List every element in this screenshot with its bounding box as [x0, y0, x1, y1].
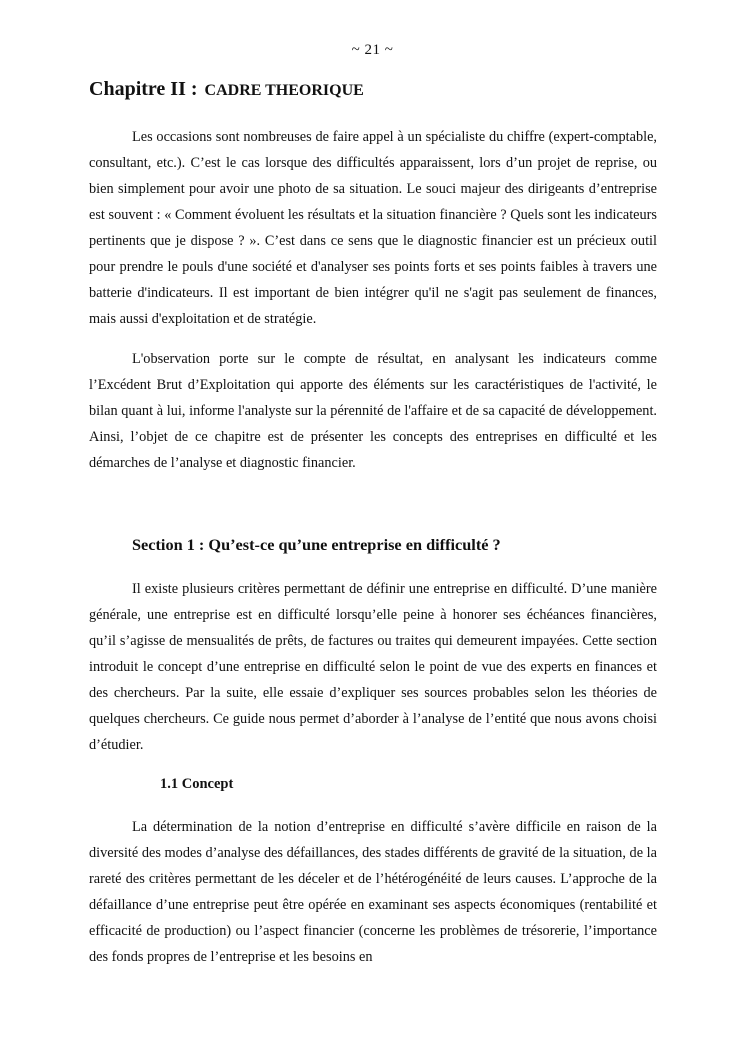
subsection-heading: 1.1 Concept: [160, 776, 234, 792]
intro-paragraph-1-block: [89, 124, 657, 332]
intro-paragraph-2: L'observation porte sur le compte de résultat, en analysant les indicateurs comme l’Excédent Brut d’Exploitation qui apporte des éléments sur les caractéristiques de l'activité, le bilan quant à lui, informe l'analyste sur la pérennité de l'affaire et de sa capacité de développement. Ainsi, l’objet de ce chapitre est de présenter les concepts des entreprises en difficulté et les démarches de l’analyse et diagnostic financier.: [89, 351, 657, 471]
section-paragraph-block: [89, 576, 657, 758]
chapter-title: CADRE THEORIQUE: [204, 82, 364, 99]
concept-paragraph-block: [89, 814, 657, 970]
chapter-label: Chapitre II :: [89, 78, 198, 100]
concept-paragraph: La détermination de la notion d’entreprise en difficulté s’avère difficile en raison de la diversité des modes d’analyse des défaillances, des stades différents de gravité de la situation, de la rareté des critères permettant de les déceler et de l’hétérogénéité de leurs causes. L’approche de la défaillance d’une entreprise peut être opérée en examinant ses aspects économiques (rentabilité et efficacité de production) ou l’aspect financier (concerne les problèmes de trésorerie, l’importance des fonds propres de l’entreprise et les besoins en: [89, 819, 657, 965]
page-number: ~ 21 ~: [351, 42, 394, 58]
section-heading: Section 1 : Qu’est-ce qu’une entreprise en difficulté ?: [132, 535, 501, 554]
chapter-heading: [89, 78, 657, 101]
section-paragraph: Il existe plusieurs critères permettant de définir une entreprise en difficulté. D’une manière générale, une entreprise est en difficulté lorsqu’elle peine à honorer ses échéances financières, qu’il s’agisse de mensualités de prêts, de factures ou traites qui demeurent impayées. Cette section introduit le concept d’une entreprise en difficulté selon le point de vue des experts en finances et des chercheurs. Par la suite, elle essaie d’expliquer ses sources probables selon les théories de quelques chercheurs. Ce guide nous permet d’aborder à l’analyse de l’entité que nous avons choisi d’étudier.: [89, 581, 657, 753]
intro-paragraph-1: Les occasions sont nombreuses de faire appel à un spécialiste du chiffre (expert-comptable, consultant, etc.). C’est le cas lorsque des difficultés apparaissent, lors d’un projet de reprise, ou bien simplement pour avoir une photo de sa situation. Le souci majeur des dirigeants d’entreprise est souvent : « Comment évoluent les résultats et la situation financière ? Quels sont les indicateurs pertinents que je dispose ? ». C’est dans ce sens que le diagnostic financier est un précieux outil pour prendre le pouls d'une société et d'analyser ses points forts et ses points faibles à travers une batterie d'indicateurs. Il est important de bien intégrer qu'il ne s'agit pas seulement de finances, mais aussi d'exploitation et de stratégie.: [89, 129, 657, 327]
intro-paragraph-2-block: [89, 346, 657, 476]
